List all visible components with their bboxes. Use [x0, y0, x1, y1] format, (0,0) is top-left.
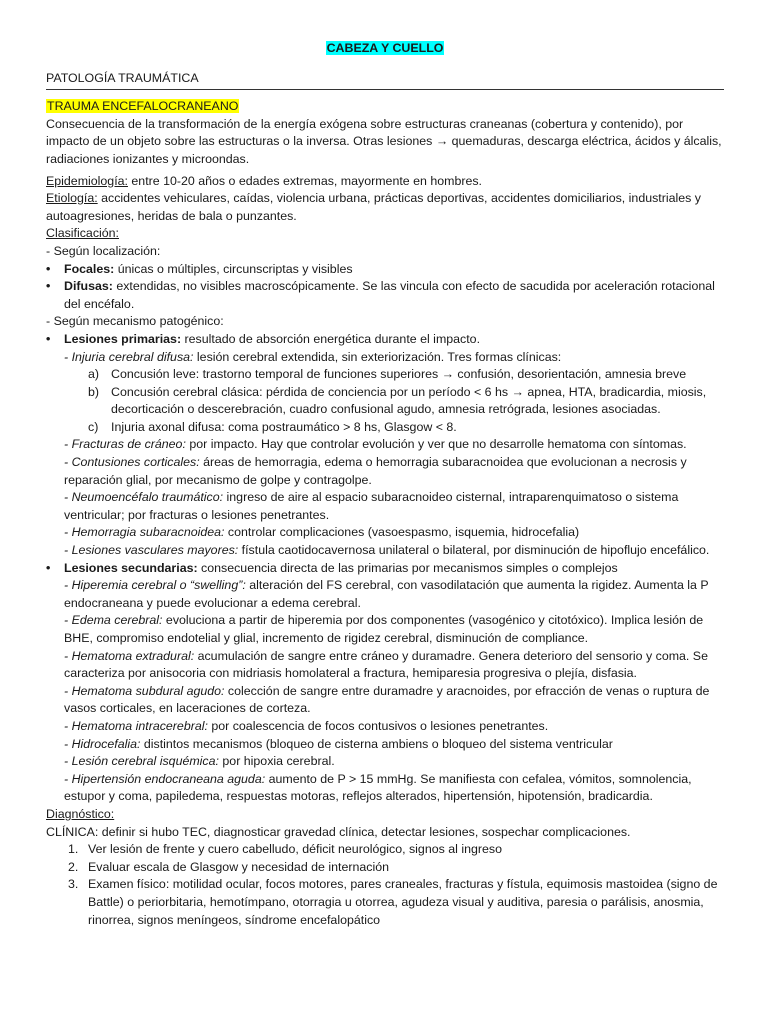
diagnostico-label: Diagnóstico: [46, 806, 115, 821]
bullet-difusas [46, 278, 724, 313]
etiologia-text: accidentes vehiculares, caídas, violencia urbana, prácticas deportivas, accidentes domiciliarios, industriales y autoagresiones, heridas de bala o punzantes. [46, 191, 701, 223]
document-title: CABEZA Y CUELLO [326, 41, 444, 55]
secundaria-item-label: - Hipertensión endocraneana aguda: [64, 771, 266, 786]
primaria-item [46, 542, 724, 560]
primaria-item-label: - Hemorragia subaracnoidea: [64, 525, 225, 540]
focales-label: Focales: [64, 261, 115, 276]
secundaria-item-label: - Hidrocefalia: [64, 736, 141, 751]
secundaria-item-label: - Lesión cerebral isquémica: [64, 754, 219, 769]
primaria-item-label: - Contusiones corticales: [64, 455, 200, 470]
list-item-text: Concusión cerebral clásica: pérdida de conciencia por un período < 6 hs → apnea, HTA, bradicardia, miosis, decorticación o descerebración, cuadro confusional agudo, amnesia retrógrada, lesiones asociadas. [111, 384, 707, 417]
list-marker: c) [88, 419, 99, 434]
difusas-text: extendidas, no visibles macroscópicamente. Se las vincula con efecto de sacudida por aceleración rotacional del encéfalo. [64, 279, 715, 311]
epidemiologia-paragraph [46, 173, 724, 191]
bullet-lesiones-primarias [46, 331, 724, 349]
primaria-item [46, 489, 724, 524]
primaria-item-text: ingreso de aire al espacio subaracnoideo cisternal, intraparenquimatoso o sistema ventricular; por fracturas o lesiones penetrantes. [64, 490, 679, 522]
clasificacion-label: Clasificación: [46, 226, 119, 241]
list-item-text: Evaluar escala de Glasgow y necesidad de internación [88, 859, 389, 874]
list-item-text: Ver lesión de frente y cuero cabelludo, déficit neurológico, signos al ingreso [88, 842, 502, 857]
secundaria-item [46, 718, 724, 736]
list-item-text: Examen físico: motilidad ocular, focos motores, pares craneales, fracturas y fístula, equimosis mastoidea (signo de Battle) o periorbitaria, hemotímpano, otorragia u otorrea, agudeza visual y auditiva, paresia o parálisis, anosmia, rinorrea, signos meníngeos, síndrome encefalopático [88, 877, 718, 927]
primaria-item [46, 454, 724, 489]
list-marker: 2. [68, 859, 79, 874]
secundaria-item-text: por hipoxia cerebral. [218, 754, 335, 769]
bullet-lesiones-secundarias [46, 560, 724, 578]
primaria-item-text: por impacto. Hay que controlar evolución y ver que no desarrolle hematoma con síntomas. [185, 437, 687, 452]
secundaria-item-text: aumento de P > 15 mmHg. Se manifiesta con cefalea, vómitos, somnolencia, estupor y coma, papiledema, respuestas motoras, reflejos alterados, hipertensión, hipotensión, bradicardia. [64, 771, 692, 804]
etiologia-paragraph [46, 190, 724, 225]
primaria-item-text: áreas de hemorragia, edema o hemorragia subaracnoidea que evolucionan a necrosis y reparación glial, por mecanismo de golpe y contragolpe. [64, 455, 687, 487]
intro-paragraph: Consecuencia de la transformación de la energía exógena sobre estructuras craneanas (cobertura y contenido), por impacto de un objeto sobre las estructuras o la inversa. Otras lesiones → quemaduras, descarga eléctrica, ácidos y álcalis, radiaciones ionizantes y microondas. [46, 116, 722, 166]
epidemiologia-label: Epidemiología: [46, 173, 128, 188]
difusas-label: Difusas: [64, 279, 113, 294]
segun-mecanismo: - Según mecanismo patogénico: [46, 314, 224, 329]
secundaria-item-label: - Hematoma subdural agudo: [64, 683, 225, 698]
secundaria-item [46, 648, 724, 683]
section-heading: PATOLOGÍA TRAUMÁTICA [46, 70, 724, 91]
primaria-item-label: - Fracturas de cráneo: [64, 437, 186, 452]
list-marker: b) [88, 384, 100, 399]
document-title-line [46, 40, 724, 58]
injuria-text: lesión cerebral extendida, sin exteriorización. Tres formas clínicas: [193, 349, 562, 364]
injuria-paragraph [46, 349, 724, 367]
secundarias-text: consecuencia directa de las primarias por mecanismos simples o complejos [197, 560, 618, 575]
injuria-label: - Injuria cerebral difusa: [64, 349, 194, 364]
secundaria-item-text: acumulación de sangre entre cráneo y duramadre. Genera deterioro del sensorio y coma. Se caracteriza por anisocoria con midriasis homolateral a fractura, hemiparesia progresiva o plejía, disfasia. [64, 648, 708, 681]
list-marker: a) [88, 367, 100, 382]
list-item-text: Concusión leve: trastorno temporal de funciones superiores → confusión, desorientación, amnesia breve [111, 367, 687, 382]
primaria-item-text: fístula caotidocavernosa unilateral o bilateral, por disminución de hipoflujo encefálico. [238, 543, 710, 558]
primarias-label: Lesiones primarias: [64, 331, 182, 346]
secundaria-item-label: - Edema cerebral: [64, 613, 163, 628]
secundaria-item [46, 683, 724, 718]
bullet-focales [46, 261, 724, 279]
primaria-item-text: controlar complicaciones (vasoespasmo, isquemia, hidrocefalia) [224, 525, 580, 540]
secundaria-item [46, 612, 724, 647]
list-item [46, 859, 724, 877]
primaria-item-label: - Lesiones vasculares mayores: [64, 543, 239, 558]
secundaria-item-text: evoluciona a partir de hiperemia por dos componentes (vasogénico y citotóxico). Implica lesión de BHE, compromiso endotelial y glial, incremento de rigidez cerebral, disminución de compliance. [64, 613, 704, 645]
secundarias-label: Lesiones secundarias: [64, 560, 198, 575]
secundaria-item-text: colección de sangre entre duramadre y aracnoides, por efracción de venas o ruptura de vasos corticales, en laceraciones de corteza. [64, 683, 710, 716]
secundaria-item-label: - Hematoma extradural: [64, 648, 195, 663]
secundaria-item-text: por coalescencia de focos contusivos o lesiones penetrantes. [207, 718, 549, 733]
secundaria-item-text: alteración del FS cerebral, con vasodilatación que aumenta la rigidez. Aumenta la P endocraneana y puede evolucionar a edema cerebral. [64, 578, 709, 610]
secundaria-item [46, 771, 724, 806]
list-marker: 3. [68, 877, 79, 892]
secundaria-item-text: distintos mecanismos (bloqueo de cisterna ambiens o bloqueo del sistema ventricular [140, 736, 613, 751]
segun-localizacion: - Según localización: [46, 243, 161, 258]
secundaria-item [46, 577, 724, 612]
topic-title: TRAUMA ENCEFALOCRANEANO [47, 99, 239, 114]
primaria-item [46, 436, 724, 454]
etiologia-label: Etiología: [46, 191, 98, 206]
epidemiologia-text: entre 10-20 años o edades extremas, mayormente en hombres. [127, 173, 482, 188]
list-marker: 1. [68, 842, 79, 857]
primarias-text: resultado de absorción energética durante el impacto. [181, 331, 481, 346]
list-item [46, 384, 724, 419]
clinica-paragraph: CLÍNICA: definir si hubo TEC, diagnosticar gravedad clínica, detectar lesiones, sospechar complicaciones. [46, 824, 631, 839]
focales-text: únicas o múltiples, circunscriptas y visibles [114, 261, 353, 276]
primaria-item [46, 524, 724, 542]
secundaria-item [46, 736, 724, 754]
list-item [46, 876, 724, 929]
secundaria-item-label: - Hematoma intracerebral: [64, 718, 208, 733]
list-item [46, 841, 724, 859]
topic-title-line [46, 98, 724, 116]
list-item [46, 366, 724, 384]
list-item [46, 419, 724, 437]
secundaria-item [46, 753, 724, 771]
document-page [46, 40, 724, 929]
secundaria-item-label: - Hiperemia cerebral o “swelling”: [64, 578, 246, 593]
list-item-text: Injuria axonal difusa: coma postraumático > 8 hs, Glasgow < 8. [111, 419, 457, 434]
primaria-item-label: - Neumoencéfalo traumático: [64, 490, 224, 505]
